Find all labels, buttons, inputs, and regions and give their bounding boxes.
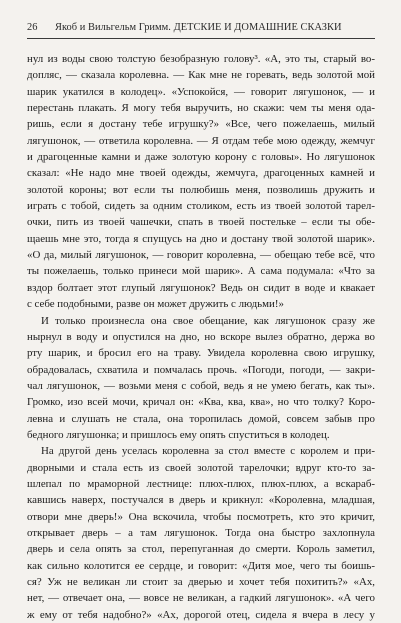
body-text: [27, 51, 375, 623]
text-line: и драгоценные камни и даже золотую корону с головы». Но лягушонок: [27, 151, 375, 164]
text-line: бедного лягушонка; и пришлось ему опять спуститься в колодец.: [27, 428, 330, 441]
text-line: сказал: «Не надо мне твоей одежды, жемчуга, драгоценных камней и: [27, 167, 375, 180]
text-line: вздор болтает этот глупый лягушонок? Ведь он сидит в воде и квакает: [27, 281, 375, 294]
text-line: перестань плакать. Я могу тебя выручить, но скажи: чем ты меня ода-: [27, 102, 375, 115]
running-header: [27, 22, 375, 34]
text-line: шарик укатился в колодец». «Успокойся, — говорит лягушонок, — и: [27, 85, 375, 98]
running-title: Якоб и Вильгельм Гримм. ДЕТСКИЕ И ДОМАШНИЕ СКАЗКИ: [55, 22, 342, 33]
text-line: играть с тобой, сидеть за одним столиком, есть из твоей золотой тарел-: [27, 200, 375, 213]
text-line: допляс, — сказала королевна. — Как мне не горевать, ведь золотой мой: [27, 69, 375, 82]
text-line: очки, пить из твоей чашечки, спать в твоей постельке – если ты обе-: [27, 216, 375, 229]
text-line: «О да, милый лягушонок, — говорит королевна, — обещаю тебе всё, что: [27, 249, 375, 262]
text-line: ся? Уж не великан ли стоит за дверью и хочет тебя похитить?» «Ах,: [27, 576, 375, 588]
text-line: нет, — отвечает она, — вовсе не великан, а гадкий лягушонок». «А чего: [27, 592, 375, 605]
text-line: лягушонок, — ответила королевна. — Я отдам тебе мою одежду, жемчуг: [27, 134, 375, 147]
header-rule: [27, 38, 375, 39]
text-line: открывает дверь – а там лягушонок. Тогда она быстро захлопнула: [27, 526, 375, 539]
text-line: ж ему от тебя надобно?» «Ах, дорогой отец, сидела я вчера в лесу у: [27, 608, 375, 621]
text-line: с себе подобными, разве он может дружить с людьми!»: [27, 298, 284, 311]
text-line: На другой день уселась королевна за стол вместе с королем и при-: [41, 445, 375, 458]
text-line: нул из воды свою толстую безобразную голову³. «А, это ты, старый во-: [27, 53, 375, 65]
text-line: И только произнесла она свое обещание, как лягушонок сразу же: [41, 314, 375, 327]
text-line: шлепал по мраморной лестнице: плюх-плюх, плюх-плюх, а вскараб-: [27, 477, 375, 490]
text-line: рту шарик, и бросил его на траву. Увидела королевна свою игрушку,: [27, 347, 375, 360]
text-line: щаешь мне это, тогда я спущусь на дно и достану твой золотой шарик».: [27, 232, 375, 245]
text-line: как сильно колотится ее сердце, и говорит: «Дитя мое, чего ты боишь-: [27, 559, 375, 572]
text-line: дворными и стала есть из своей золотой тарелочки; вдруг кто-то за-: [27, 461, 375, 474]
text-line: дверь и села опять за стол, перепуганная до смерти. Король заметил,: [27, 543, 375, 556]
text-line: обрадовалась, схватила и помчалась прочь. «Погоди, погоди, — закри-: [27, 363, 375, 376]
text-line: левна и слушать не стала, она торопилась домой, совсем забыв про: [27, 412, 375, 425]
text-line: ты пожелаешь, только принеси мой шарик». А сама подумала: «Что за: [27, 265, 375, 278]
text-line: кавшись наверх, постучался в дверь и крикнул: «Королевна, младшая,: [27, 494, 375, 507]
text-line: золотой короны; вот если ты полюбишь меня, позволишь дружить и: [27, 183, 375, 196]
text-line: отвори мне дверь!» Она вскочила, чтобы посмотреть, кто это кричит,: [27, 510, 375, 523]
text-line: ришь, если я достану тебе игрушку?» «Все, чего пожелаешь, милый: [27, 118, 375, 131]
text-line: чал лягушонок, — возьми меня с собой, ведь я не умею бегать, как ты».: [27, 379, 375, 392]
text-line: нырнул в воду и опустился на дно, но вскоре вылез обратно, держа во: [27, 330, 375, 343]
text-line: Громко, изо всей мочи, кричал он: «Ква, ква, ква», но что толку? Коро-: [27, 396, 375, 409]
page-number: 26: [27, 22, 38, 33]
